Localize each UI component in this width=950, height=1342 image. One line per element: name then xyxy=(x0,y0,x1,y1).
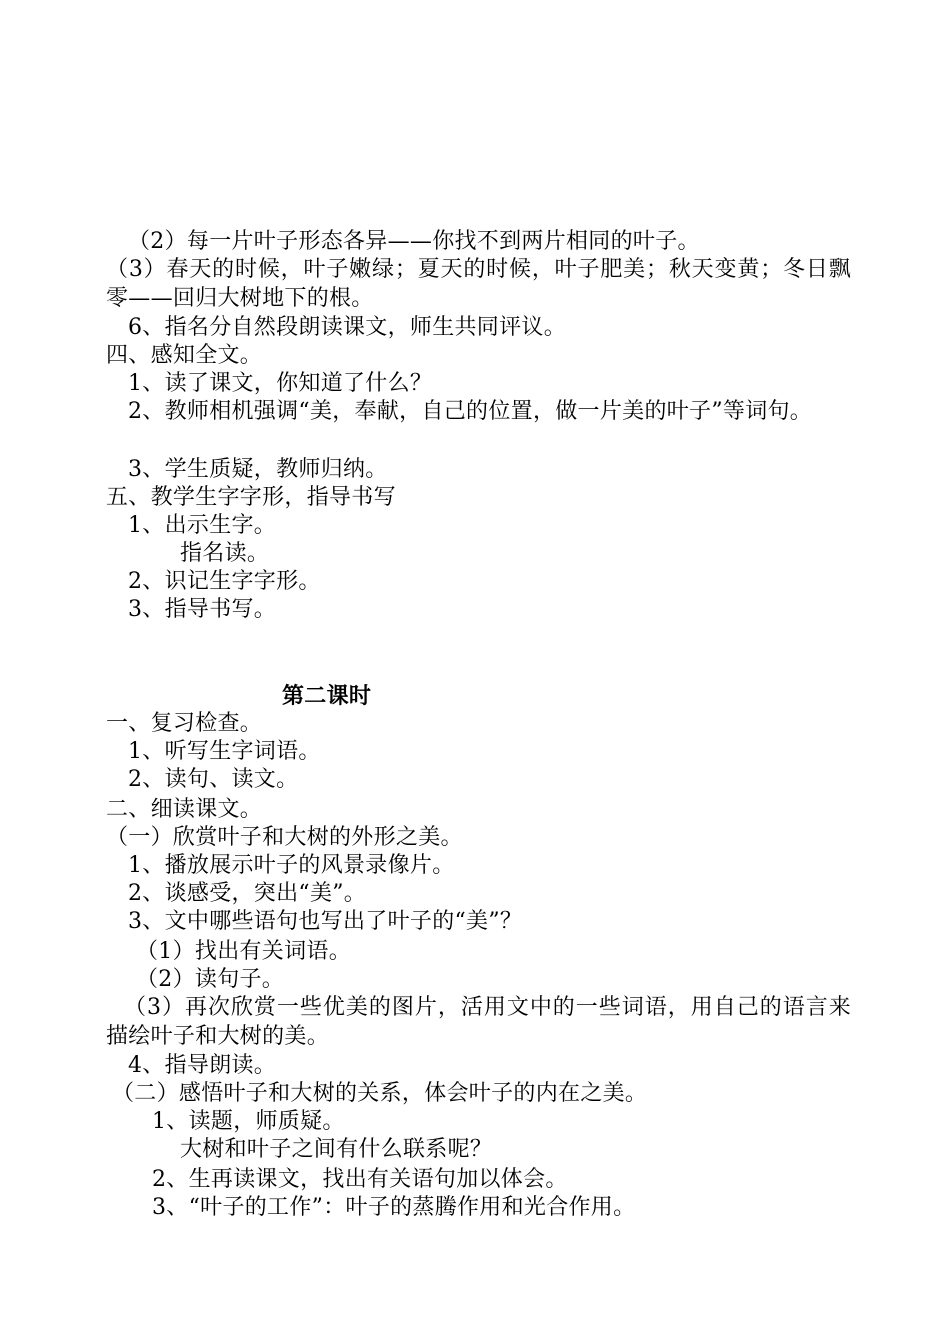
text-paragraph: （3）再次欣赏一些优美的图片，活用文中的一些词语，用自己的语言来描绘叶子和大树的美。 xyxy=(106,995,851,1049)
subsection-heading: （二）感悟叶子和大树的关系，体会叶子的内在之美。 xyxy=(112,1081,648,1106)
text-line: 3、学生质疑，教师归纳。 xyxy=(128,457,388,482)
section-heading: 一、复习检查。 xyxy=(106,711,263,736)
text-paragraph: （3）春天的时候，叶子嫩绿；夏天的时候，叶子肥美；秋天变黄；冬日飘零——回归大树地下的根。 xyxy=(106,257,851,311)
lesson-title: 第二课时 xyxy=(282,683,372,709)
text-line: 2、读句、读文。 xyxy=(128,767,299,792)
text-line: 3、“叶子的工作”：叶子的蒸腾作用和光合作用。 xyxy=(152,1195,636,1220)
text-line: 3、指导书写。 xyxy=(128,597,277,622)
text-line: 1、播放展示叶子的风景录像片。 xyxy=(128,853,455,878)
subsection-heading: （一）欣赏叶子和大树的外形之美。 xyxy=(106,825,463,850)
text-line: 指名读。 xyxy=(180,541,270,566)
section-heading: 二、细读课文。 xyxy=(106,797,263,822)
text-line: 6、指名分自然段朗读课文，师生共同评议。 xyxy=(128,315,566,340)
section-heading: 五、教学生字字形，指导书写 xyxy=(106,485,396,510)
text-line: 1、听写生字词语。 xyxy=(128,739,321,764)
text-line: 3、文中哪些语句也写出了叶子的“美”？ xyxy=(128,909,523,934)
text-line: 1、读题，师质疑。 xyxy=(152,1109,345,1134)
section-heading: 四、感知全文。 xyxy=(106,343,263,368)
text-line: 大树和叶子之间有什么联系呢？ xyxy=(180,1137,493,1162)
text-line: 2、生再读课文，找出有关语句加以体会。 xyxy=(152,1167,568,1192)
text-line: 2、谈感受，突出“美”。 xyxy=(128,881,367,906)
text-paragraph: 2、教师相机强调“美，奉献，自己的位置，做一片美的叶子”等词句。 xyxy=(128,399,813,424)
text-line: （2）读句子。 xyxy=(136,967,285,992)
text-line: 2、识记生字字形。 xyxy=(128,569,321,594)
text-line: 4、指导朗读。 xyxy=(128,1053,277,1078)
text-line: （2）每一片叶子形态各异——你找不到两片相同的叶子。 xyxy=(128,229,700,254)
text-line: 1、读了课文，你知道了什么？ xyxy=(128,371,433,396)
text-line: 1、出示生字。 xyxy=(128,513,277,538)
text-line: （1）找出有关词语。 xyxy=(136,939,351,964)
